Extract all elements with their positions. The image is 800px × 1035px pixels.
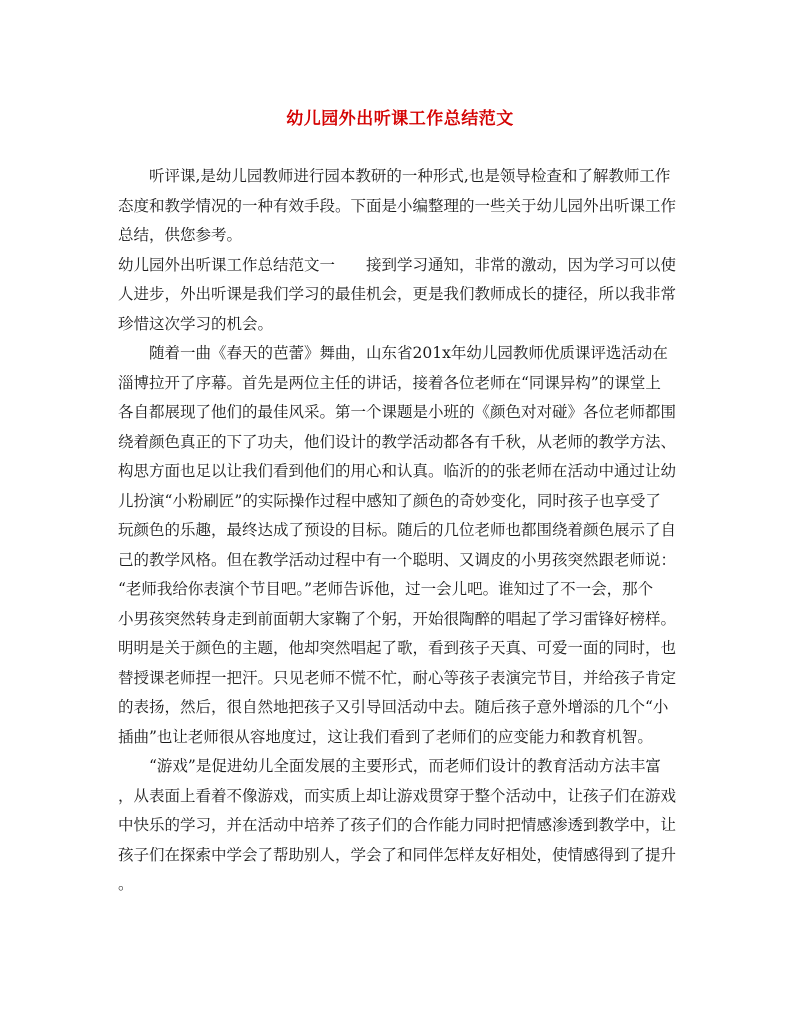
paragraph-line: 的表扬，然后，很自然地把孩子又引导回活动中去。随后孩子意外增添的几个“小 [118, 698, 669, 716]
paragraph-line: “游戏”是促进幼儿全面发展的主要形式，而老师们设计的教育活动方法丰富 [149, 757, 661, 775]
paragraph-line: “老师我给你表演个节目吧。”老师告诉他，过一会儿吧。谁知过了不一会，那个 [118, 580, 654, 598]
document-body [118, 162, 686, 900]
paragraph-line: 己的教学风格。但在教学活动过程中有一个聪明、又调皮的小男孩突然跟老师说： [118, 550, 677, 569]
paragraph-line: 人进步，外出听课是我们学习的最佳机会，更是我们教师成长的捷径，所以我非常 [118, 285, 677, 303]
paragraph-line: 中快乐的学习，并在活动中培养了孩子们的合作能力同时把情感渗透到教学中，让 [118, 816, 677, 834]
paragraph-line: 幼儿园外出听课工作总结范文一 接到学习通知，非常的激动，因为学习可以使 [118, 255, 677, 274]
paragraph-line: 听评课,是幼儿园教师进行园本教研的一种形式,也是领导检查和了解教师工作 [149, 167, 671, 185]
document-title: 幼儿园外出听课工作总结范文 [286, 109, 514, 129]
paragraph-line: 明明是关于颜色的主题，他却突然唱起了歌，看到孩子天真、可爱一面的同时，也 [118, 639, 677, 657]
paragraph-line: 。 [118, 875, 134, 893]
paragraph-line: 绕着颜色真正的下了功夫，他们设计的教学活动都各有千秋，从老师的教学方法、 [118, 432, 677, 451]
paragraph-line: ，从表面上看着不像游戏，而实质上却让游戏贯穿于整个活动中，让孩子们在游戏 [118, 786, 677, 805]
paragraph-line: 态度和教学情况的一种有效手段。下面是小编整理的一些关于幼儿园外出听课工作 [118, 196, 677, 215]
paragraph-line: 玩颜色的乐趣，最终达成了预设的目标。随后的几位老师也都围绕着颜色展示了自 [118, 521, 677, 539]
paragraph-line: 儿扮演“小粉刷匠”的实际操作过程中感知了颜色的奇妙变化，同时孩子也享受了 [118, 491, 661, 510]
paragraph-line: 总结，供您参考。 [118, 226, 243, 244]
paragraph-line: 珍惜这次学习的机会。 [118, 314, 274, 333]
paragraph-line: 小男孩突然转身走到前面朝大家鞠了个躬，开始很陶醉的唱起了学习雷锋好榜样。 [118, 609, 677, 628]
paragraph-line: 各自都展现了他们的最佳风采。第一个课题是小班的《颜色对对碰》各位老师都围 [118, 403, 677, 421]
paragraph-line: 孩子们在探索中学会了帮助别人，学会了和同伴怎样友好相处，使情感得到了提升 [118, 845, 677, 864]
paragraph-line: 淄博拉开了序幕。首先是两位主任的讲话，接着各位老师在“同课异构”的课堂上 [118, 373, 661, 392]
paragraph-line: 随着一曲《春天的芭蕾》舞曲，山东省201x年幼儿园教师优质课评选活动在 [149, 344, 668, 362]
paragraph-line: 构思方面也足以让我们看到他们的用心和认真。临沂的的张老师在活动中通过让幼 [118, 462, 677, 480]
paragraph-line: 插曲”也让老师很从容地度过，这让我们看到了老师们的应变能力和教育机智。 [118, 727, 653, 746]
paragraph-line: 替授课老师捏一把汗。只见老师不慌不忙，耐心等孩子表演完节目，并给孩子肯定 [118, 668, 677, 687]
